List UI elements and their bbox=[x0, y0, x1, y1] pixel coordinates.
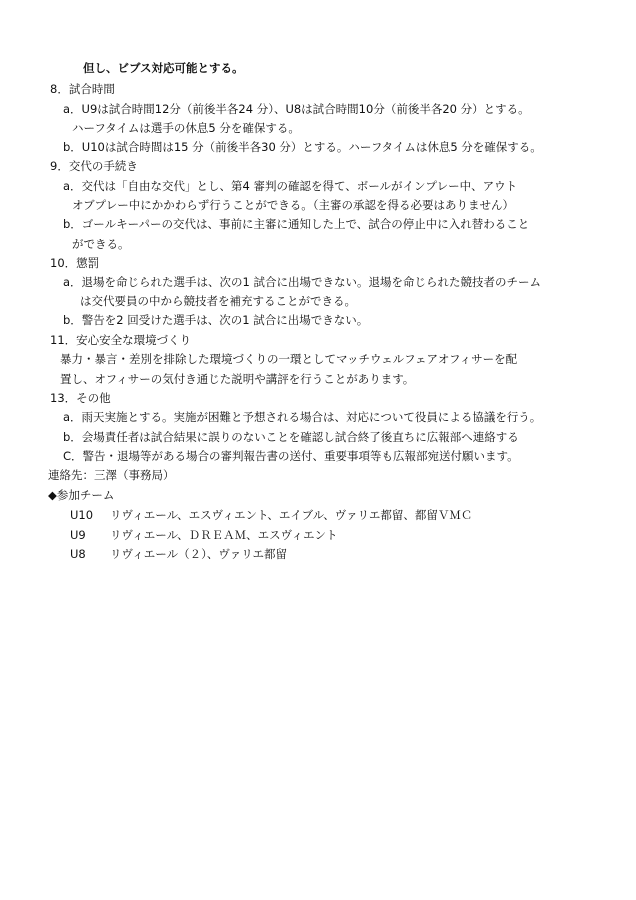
section-10-heading: 10．懲罰 bbox=[50, 256, 100, 270]
section-8-heading: 8．試合時間 bbox=[50, 82, 115, 96]
team-names-u10: リヴィエール、エスヴィエント、エイブル、ヴァリエ都留、都留ＶＭＣ bbox=[110, 508, 473, 522]
section-13-item-b: b．会場責任者は試合結果に誤りのないことを確認し試合終了後直ちに広報部へ連絡する bbox=[63, 430, 519, 444]
section-13-item-c: C．警告・退場等がある場合の審判報告書の送付、重要事項等も広報部宛送付願います。 bbox=[63, 449, 519, 463]
section-9-heading: 9．交代の手続き bbox=[50, 159, 138, 173]
section-11-heading: 11．安心安全な環境づくり bbox=[50, 333, 192, 347]
teams-heading: ◆参加チーム bbox=[48, 488, 115, 502]
section-9-item-a-cont: オブプレー中にかかわらず行うことができる。（主審の承認を得る必要はありません） bbox=[72, 198, 514, 212]
section-11-body: 暴力・暴言・差別を排除した環境づくりの一環としてマッチウェルフェアオフィサーを配 bbox=[60, 352, 518, 366]
section-10-item-a: a．退場を命じられた選手は、次の1 試合に出場できない。退場を命じられた競技者のチーム bbox=[63, 275, 542, 289]
section-11-body-cont: 置し、オフィサーの気付き通じた説明や講評を行うことがあります。 bbox=[60, 372, 415, 386]
section-13-item-a: a．雨天実施とする。実施が困難と予想される場合は、対応について役員による協議を行う。 bbox=[63, 410, 542, 424]
section-8-item-a: a．U9は試合時間12分（前後半各24 分）、U8は試合時間10分（前後半各20 分）とする。 bbox=[63, 102, 530, 116]
section-9-item-a: a．交代は「自由な交代」とし、第4 審判の確認を得て、ボールがインプレー中、アウト bbox=[63, 179, 518, 193]
bibs-note: 但し、ビブス対応可能とする。 bbox=[83, 61, 244, 75]
section-10-item-a-cont: は交代要員の中から競技者を補充することができる。 bbox=[80, 294, 356, 308]
team-names-u9: リヴィエール、ＤＲＥＡＭ、エスヴィエント bbox=[110, 528, 338, 542]
section-13-heading: 13．その他 bbox=[50, 391, 111, 405]
team-age-u10: U10 bbox=[70, 508, 94, 522]
section-8-item-a-cont: ハーフタイムは選手の休息5 分を確保する。 bbox=[72, 121, 300, 135]
section-8-item-b: b．U10は試合時間は15 分（前後半各30 分）とする。ハーフタイムは休息5 分を確保する。 bbox=[63, 140, 542, 154]
team-names-u8: リヴィエール（２）、ヴァリエ都留 bbox=[110, 547, 287, 561]
section-9-item-b-cont: ができる。 bbox=[72, 237, 130, 251]
team-age-u8: U8 bbox=[70, 547, 86, 561]
contact-line: 連絡先：三澤（事務局） bbox=[48, 468, 175, 482]
section-9-item-b: b．ゴールキーパーの交代は、事前に主審に通知した上で、試合の停止中に入れ替わること bbox=[63, 217, 530, 231]
section-10-item-b: b．警告を2 回受けた選手は、次の1 試合に出場できない。 bbox=[63, 313, 369, 327]
team-age-u9: U9 bbox=[70, 528, 86, 542]
